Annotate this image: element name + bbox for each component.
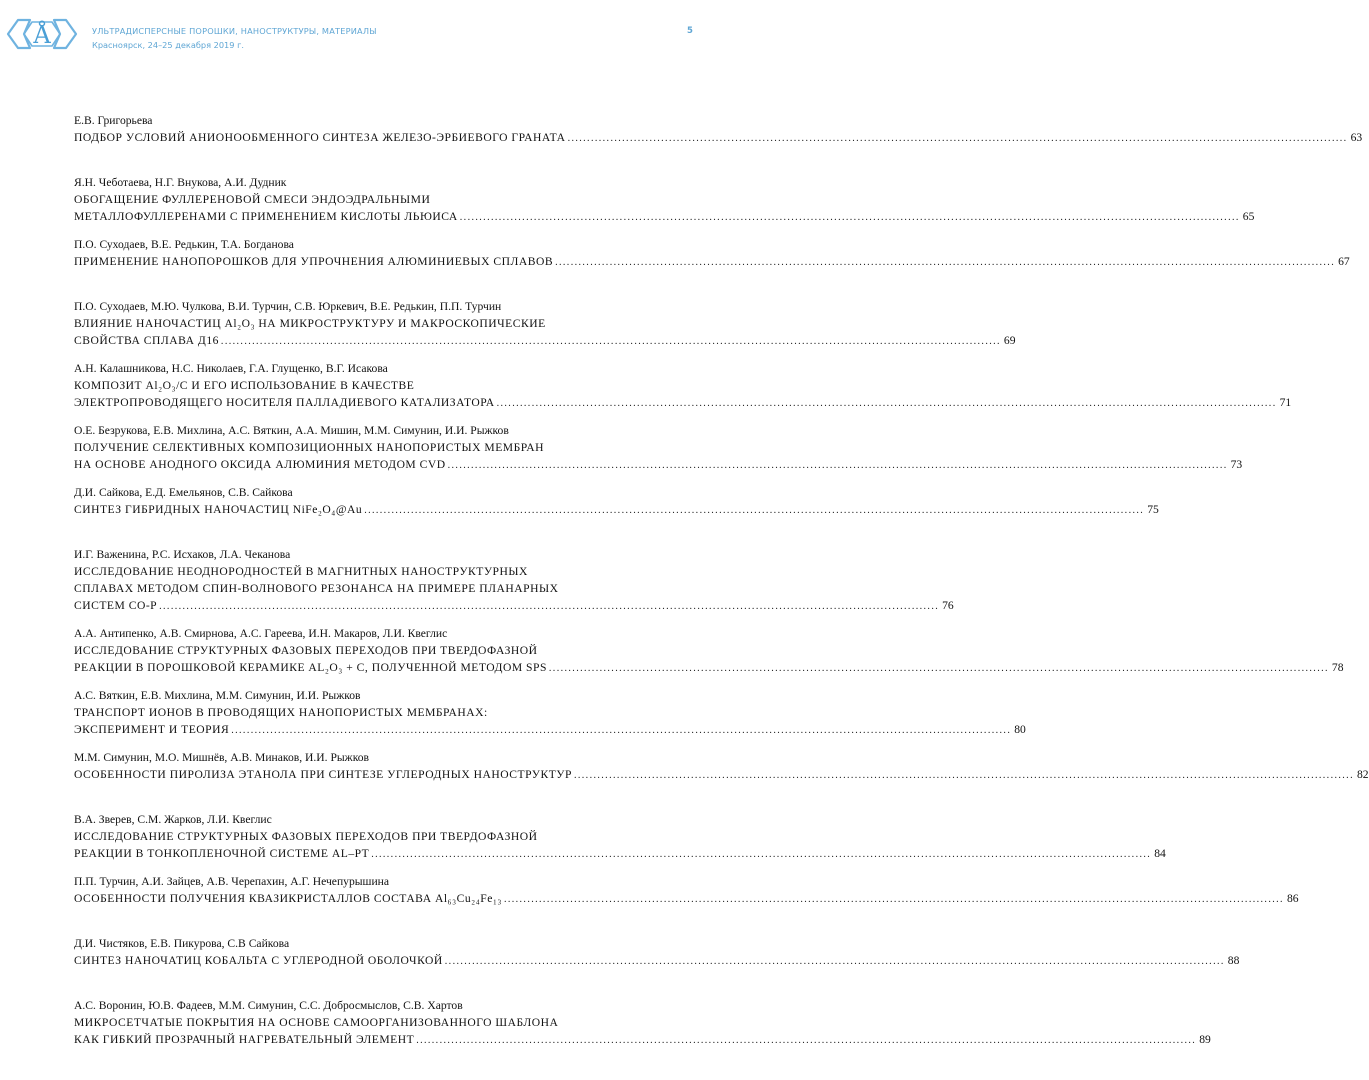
toc-entry-authors: М.М. Симунин, М.О. Мишнёв, А.В. Минаков, И.И. Рыжков (74, 751, 370, 764)
toc-entry-title-line (74, 845, 1166, 862)
toc-entry-title-text: ВЛИЯНИЕ НАНОЧАСТИЦ Al₂O₃ НА МИКРОСТРУКТУРУ И МАКРОСКОПИЧЕСКИЕ (74, 317, 546, 330)
toc-entry-title-line (74, 580, 695, 597)
toc-entry-title-line (74, 439, 695, 456)
toc-entry-title-line (74, 501, 1159, 518)
toc-entry-title-line (74, 1031, 1211, 1048)
toc-entry-title-line (74, 1014, 695, 1031)
toc-entry-page-number[interactable]: 84 (1154, 847, 1166, 860)
logo-letter: Å (33, 21, 51, 49)
toc-entry[interactable] (74, 174, 1255, 236)
toc-entry-title-text: СИНТЕЗ ГИБРИДНЫХ НАНОЧАСТИЦ NiFe₂O₄@Au (74, 503, 363, 516)
toc-entry[interactable] (74, 997, 1211, 1059)
toc-entry-title-text: ПОДБОР УСЛОВИЙ АНИОНООБМЕННОГО СИНТЕЗА ЖЕЛЕЗО-ЭРБИЕВОГО ГРАНАТА (74, 131, 566, 144)
toc-entry-page-number[interactable]: 76 (942, 599, 954, 612)
toc-entry-title-line (74, 377, 695, 394)
toc-entry-title-text: ОБОГАЩЕНИЕ ФУЛЛЕРЕНОВОЙ СМЕСИ ЭНДОЭДРАЛЬНЫМИ (74, 193, 431, 206)
toc-entry-title-line (74, 890, 1299, 907)
toc-entry[interactable] (74, 422, 1243, 484)
toc-entry-page-number[interactable]: 67 (1338, 255, 1350, 268)
header-subtitle: Красноярск, 24–25 декабря 2019 г. (92, 40, 244, 50)
toc-entry-title-text: МИКРОСЕТЧАТЫЕ ПОКРЫТИЯ НА ОСНОВЕ САМООРГАНИЗОВАННОГО ШАБЛОНА (74, 1016, 559, 1029)
page-header (0, 0, 764, 60)
toc-entry[interactable] (74, 112, 1363, 174)
toc-entry[interactable] (74, 625, 1344, 687)
toc-entry-page-number[interactable]: 80 (1014, 723, 1026, 736)
toc-entry-page-number[interactable]: 82 (1356, 768, 1369, 781)
toc-entry-title-line (74, 766, 1369, 783)
toc-entry-page-number[interactable]: 69 (1003, 334, 1016, 347)
page-number: 5 (687, 26, 693, 36)
toc-entry-authors: П.О. Суходаев, М.Ю. Чулкова, В.И. Турчин, С.В. Юркевич, В.Е. Редькин, П.П. Турчин (74, 300, 502, 313)
toc-entry-title-text: ПРИМЕНЕНИЕ НАНОПОРОШКОВ ДЛЯ УПРОЧНЕНИЯ АЛЮМИНИЕВЫХ СПЛАВОВ (74, 255, 554, 268)
toc-dot-leader: ........................................................................................................................................................................................................ (220, 336, 1001, 347)
toc-entry-title-text: ОСОБЕННОСТИ ПИРОЛИЗА ЭТАНОЛА ПРИ СИНТЕЗЕ УГЛЕРОДНЫХ НАНОСТРУКТУР (74, 768, 572, 781)
toc-entry-authors: О.Е. Безрукова, Е.В. Михлина, А.С. Вяткин, А.А. Мишин, М.М. Симунин, И.И. Рыжков (74, 424, 509, 437)
toc-entry-page-number[interactable]: 73 (1230, 458, 1243, 471)
toc-entry[interactable] (74, 484, 1159, 546)
toc-dot-leader: ........................................................................................................................................................................................................ (548, 663, 1329, 674)
toc-entry-title-line (74, 191, 695, 208)
toc-dot-leader: ........................................................................................................................................................................................................ (364, 505, 1145, 516)
toc-entry-title-line (74, 597, 954, 614)
toc-dot-leader: ........................................................................................................................................................................................................ (447, 460, 1228, 471)
toc-entry-title-line (74, 642, 695, 659)
toc-entry-title-line (74, 129, 1363, 146)
toc-entry-title-text: ИССЛЕДОВАНИЕ НЕОДНОРОДНОСТЕЙ В МАГНИТНЫХ НАНОСТРУКТУРНЫХ (74, 565, 528, 578)
toc-entry[interactable] (74, 749, 1369, 811)
toc-entry-title-text: ПОЛУЧЕНИЕ СЕЛЕКТИВНЫХ КОМПОЗИЦИОННЫХ НАНОПОРИСТЫХ МЕМБРАН (74, 441, 544, 454)
header-title: УЛЬТРАДИСПЕРСНЫЕ ПОРОШКИ, НАНОСТРУКТУРЫ, МАТЕРИАЛЫ (92, 26, 377, 36)
toc-dot-leader: ........................................................................................................................................................................................................ (555, 257, 1336, 268)
toc-entry-authors: А.А. Антипенко, А.В. Смирнова, А.С. Гареева, И.Н. Макаров, Л.И. Квеглис (74, 627, 448, 640)
toc-entry-authors: П.О. Суходаев, В.Е. Редькин, Т.А. Богданова (74, 238, 294, 251)
toc-dot-leader: ........................................................................................................................................................................................................ (503, 894, 1284, 905)
toc-entry-authors: Я.Н. Чеботаева, Н.Г. Внукова, А.И. Дудник (74, 176, 287, 189)
toc-dot-leader: ........................................................................................................................................................................................................ (496, 398, 1277, 409)
toc-dot-leader: ........................................................................................................................................................................................................ (416, 1035, 1197, 1046)
toc-entry-page-number[interactable]: 75 (1147, 503, 1159, 516)
toc-entry-page-number[interactable]: 86 (1286, 892, 1299, 905)
table-of-contents (74, 112, 1369, 1059)
toc-entry-authors: П.П. Турчин, А.И. Зайцев, А.В. Черепахин, А.Г. Нечепурышина (74, 875, 390, 888)
toc-entry-title-text: РЕАКЦИИ В ТОНКОПЛЕНОЧНОЙ СИСТЕМЕ AL–PT (74, 847, 370, 860)
toc-entry[interactable] (74, 546, 954, 625)
toc-entry-authors: Д.И. Чистяков, Е.В. Пикурова, С.В Сайкова (74, 937, 290, 950)
toc-dot-leader: ........................................................................................................................................................................................................ (231, 725, 1012, 736)
toc-entry-page-number[interactable]: 65 (1242, 210, 1255, 223)
toc-entry-title-text: ТРАНСПОРТ ИОНОВ В ПРОВОДЯЩИХ НАНОПОРИСТЫХ МЕМБРАНАХ: (74, 706, 488, 719)
toc-entry-title-text: СВОЙСТВА СПЛАВА Д16 (74, 334, 219, 347)
toc-entry-title-line (74, 828, 695, 845)
toc-dot-leader: ........................................................................................................................................................................................................ (567, 133, 1348, 144)
toc-entry-title-text: СПЛАВАХ МЕТОДОМ СПИН-ВОЛНОВОГО РЕЗОНАНСА НА ПРИМЕРЕ ПЛАНАРНЫХ (74, 582, 559, 595)
toc-entry[interactable] (74, 873, 1299, 935)
toc-entry-page-number[interactable]: 71 (1279, 396, 1292, 409)
toc-entry[interactable] (74, 360, 1292, 422)
toc-entry-title-line (74, 563, 695, 580)
toc-entry-authors: Д.И. Сайкова, Е.Д. Емельянов, С.В. Сайкова (74, 486, 293, 499)
toc-dot-leader: ........................................................................................................................................................................................................ (371, 849, 1152, 860)
toc-entry-authors: А.С. Воронин, Ю.В. Фадеев, М.М. Симунин, С.С. Добросмыслов, С.В. Хартов (74, 999, 463, 1012)
toc-entry[interactable] (74, 687, 1026, 749)
toc-entry-title-line (74, 208, 1255, 225)
toc-entry-title-text: ЭЛЕКТРОПРОВОДЯЩЕГО НОСИТЕЛЯ ПАЛЛАДИЕВОГО КАТАЛИЗАТОРА (74, 396, 495, 409)
toc-entry-title-text: МЕТАЛЛОФУЛЛЕРЕНАМИ С ПРИМЕНЕНИЕМ КИСЛОТЫ ЛЬЮИСА (74, 210, 458, 223)
toc-entry-title-line (74, 952, 1240, 969)
toc-entry-authors: Е.В. Григорьева (74, 114, 153, 127)
toc-entry-title-text: СИСТЕМ CO-P (74, 599, 158, 612)
toc-entry[interactable] (74, 935, 1240, 997)
toc-entry[interactable] (74, 811, 1166, 873)
conference-logo-icon (4, 12, 80, 56)
toc-entry-title-line (74, 253, 1350, 270)
toc-entry-authors: А.Н. Калашникова, Н.С. Николаев, Г.А. Глущенко, В.Г. Исакова (74, 362, 388, 375)
toc-entry-title-text: ИССЛЕДОВАНИЕ СТРУКТУРНЫХ ФАЗОВЫХ ПЕРЕХОДОВ ПРИ ТВЕРДОФАЗНОЙ (74, 644, 538, 657)
toc-entry-authors: А.С. Вяткин, Е.В. Михлина, М.М. Симунин, И.И. Рыжков (74, 689, 361, 702)
toc-entry-page-number[interactable]: 78 (1331, 661, 1344, 674)
toc-dot-leader: ........................................................................................................................................................................................................ (159, 601, 940, 612)
toc-entry-title-line (74, 704, 695, 721)
toc-entry-page-number[interactable]: 88 (1227, 954, 1240, 967)
toc-entry-title-text: РЕАКЦИИ В ПОРОШКОВОЙ КЕРАМИКЕ AL₂O₃ + C, ПОЛУЧЕННОЙ МЕТОДОМ SPS (74, 661, 547, 674)
toc-entry-page-number[interactable]: 63 (1350, 131, 1363, 144)
toc-entry-authors: В.А. Зверев, С.М. Жарков, Л.И. Квеглис (74, 813, 272, 826)
toc-entry-title-text: ИССЛЕДОВАНИЕ СТРУКТУРНЫХ ФАЗОВЫХ ПЕРЕХОДОВ ПРИ ТВЕРДОФАЗНОЙ (74, 830, 538, 843)
toc-entry-title-line (74, 659, 1344, 676)
toc-dot-leader: ........................................................................................................................................................................................................ (444, 956, 1225, 967)
toc-entry[interactable] (74, 298, 1016, 360)
toc-entry-title-text: СИНТЕЗ НАНОЧАТИЦ КОБАЛЬТА С УГЛЕРОДНОЙ ОБОЛОЧКОЙ (74, 954, 443, 967)
toc-entry-title-text: КАК ГИБКИЙ ПРОЗРАЧНЫЙ НАГРЕВАТЕЛЬНЫЙ ЭЛЕМЕНТ (74, 1033, 415, 1046)
toc-entry-title-text: КОМПОЗИТ Al₂O₃/C И ЕГО ИСПОЛЬЗОВАНИЕ В КАЧЕСТВЕ (74, 379, 415, 392)
toc-entry[interactable] (74, 236, 1350, 298)
toc-entry-title-text: ЭКСПЕРИМЕНТ И ТЕОРИЯ (74, 723, 230, 736)
toc-dot-leader: ........................................................................................................................................................................................................ (573, 770, 1354, 781)
toc-entry-title-line (74, 721, 1026, 738)
toc-entry-authors: И.Г. Важенина, Р.С. Исхаков, Л.А. Чеканова (74, 548, 291, 561)
toc-entry-title-line (74, 456, 1243, 473)
toc-entry-title-line (74, 332, 1016, 349)
toc-entry-title-text: НА ОСНОВЕ АНОДНОГО ОКСИДА АЛЮМИНИЯ МЕТОДОМ CVD (74, 458, 446, 471)
toc-entry-title-text: ОСОБЕННОСТИ ПОЛУЧЕНИЯ КВАЗИКРИСТАЛЛОВ СОСТАВА Al₆₃Cu₂₄Fe₁₃ (74, 892, 502, 905)
toc-entry-page-number[interactable]: 89 (1199, 1033, 1211, 1046)
toc-entry-title-line (74, 394, 1292, 411)
toc-dot-leader: ........................................................................................................................................................................................................ (459, 212, 1240, 223)
toc-entry-title-line (74, 315, 695, 332)
